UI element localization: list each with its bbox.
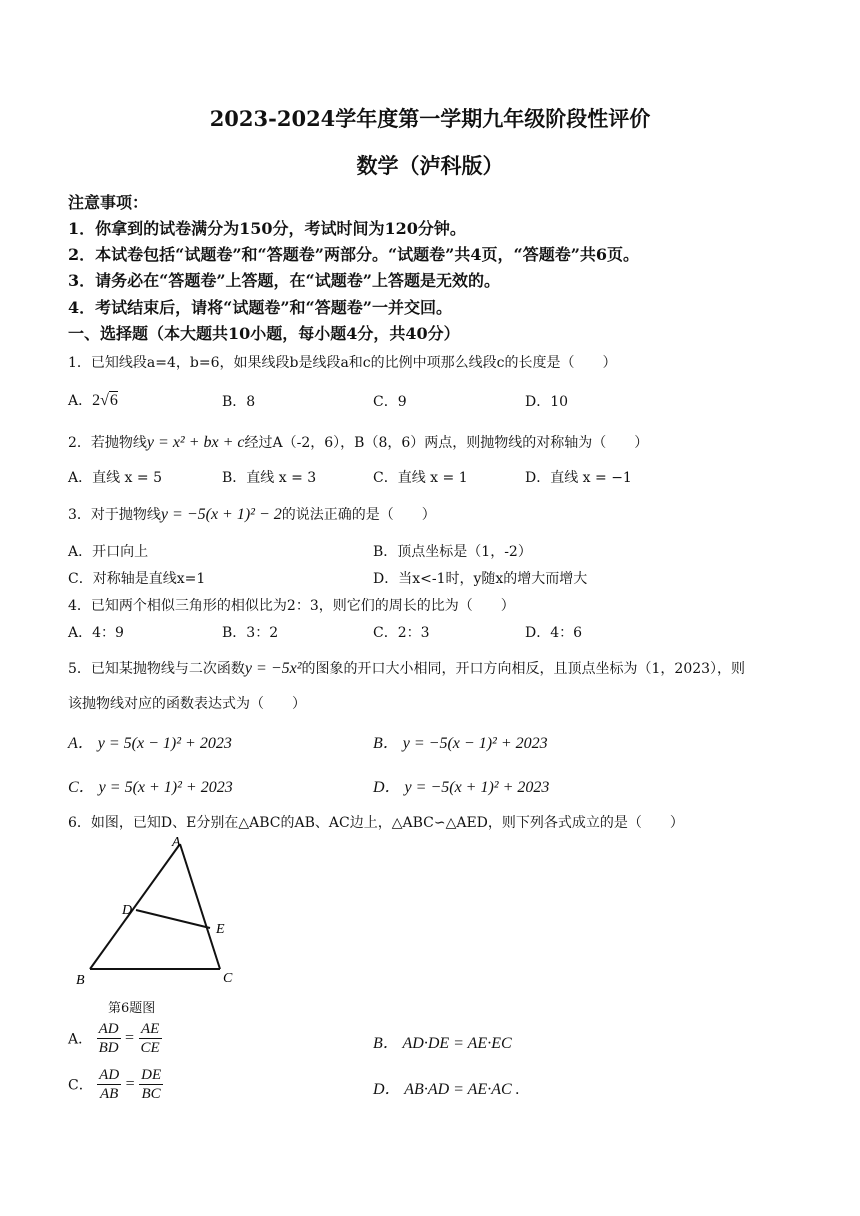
vertex-label-c: C — [223, 971, 233, 986]
question-6-option-d: D． AB·AD = AE·AC . — [373, 1081, 520, 1098]
question-5-option-d: D． y = −5(x + 1)² + 2023 — [373, 779, 550, 796]
question-4-option-a: A．4：9 — [68, 625, 124, 641]
question-6-stem: 6．如图，已知D、E分别在△ABC的AB、AC边上，△ABC∽△AED，则下列各式成立的是（ ） — [68, 815, 684, 831]
side-ac — [180, 844, 220, 969]
question-3-option-d: D．当x<-1时，y随x的增大而增大 — [373, 571, 588, 587]
question-2-option-b: B．直线 x = 3 — [222, 470, 317, 486]
question-1-option-d: D．10 — [525, 394, 569, 410]
vertex-label-b: B — [76, 973, 85, 988]
question-1-option-b: B．8 — [222, 394, 256, 410]
question-4-option-b: B．3：2 — [222, 625, 279, 641]
side-ab — [90, 844, 180, 969]
question-3-option-a: A．开口向上 — [68, 544, 149, 560]
question-5-stem: 5．已知某抛物线与二次函数y = −5x²的图象的开口大小相同，开口方向相反，且顶点坐标为（1，2023），则 — [68, 660, 746, 677]
question-1-option-c: C．9 — [373, 394, 407, 410]
figure-caption: 第6题图 — [108, 1001, 156, 1016]
question-4-stem: 4．已知两个相似三角形的相似比为2：3，则它们的周长的比为（ ） — [68, 598, 515, 614]
question-3-option-c: C．对称轴是直线x=1 — [68, 571, 206, 587]
question-1-stem: 1．已知线段a=4，b=6，如果线段b是线段a和c的比例中项那么线段c的长度是（ ） — [68, 355, 617, 371]
question-3-equation: y = −5(x + 1)² − 2 — [160, 506, 282, 523]
question-2-option-a: A．直线 x = 5 — [68, 470, 162, 486]
notice-item-4: 4．考试结束后，请将“试题卷”和“答题卷”一并交回。 — [68, 298, 452, 317]
page-title: 2023-2024学年度第一学期九年级阶段性评价 — [209, 106, 651, 131]
question-5-equation: y = −5x² — [244, 660, 302, 677]
section-heading: 一、选择题（本大题共10小题，每小题4分，共40分） — [68, 324, 460, 343]
notice-item-1: 1．你拿到的试卷满分为150分，考试时间为120分钟。 — [68, 219, 466, 238]
question-2-option-c: C．直线 x = 1 — [373, 470, 468, 486]
question-3-option-b: B．顶点坐标是（1，-2） — [373, 544, 532, 560]
question-2-option-d: D．直线 x = −1 — [525, 470, 632, 486]
question-6-option-b: B． AD·DE = AE·EC — [373, 1035, 512, 1052]
question-2-stem: 2．若抛物线y = x² + bx + c经过A（-2，6），B（8，6）两点，则抛物线的对称轴为（ ） — [68, 434, 649, 451]
question-2-equation: y = x² + bx + c — [146, 434, 245, 451]
segment-de — [136, 910, 210, 928]
question-5-option-a: A． y = 5(x − 1)² + 2023 — [68, 735, 232, 752]
question-5-stem-line2: 该抛物线对应的函数表达式为（ ） — [68, 696, 306, 712]
notice-item-2: 2．本试卷包括“试题卷”和“答题卷”两部分。“试题卷”共4页，“答题卷”共6页。 — [68, 245, 640, 264]
question-1-option-a: A．2√6 — [68, 392, 118, 409]
vertex-label-d: D — [122, 903, 133, 918]
vertex-label-a: A — [172, 835, 181, 850]
notice-heading: 注意事项： — [68, 193, 149, 212]
question-6-option-a: A． $\frac{AD}{BD}$ = $\frac{AE}{CE}$ — [68, 1021, 160, 1056]
question-4-option-d: D．4：6 — [525, 625, 583, 641]
question-3-stem: 3．对于抛物线y = −5(x + 1)² − 2的说法正确的是（ ） — [68, 506, 436, 523]
notice-item-3: 3．请务必在“答题卷”上答题，在“试题卷”上答题是无效的。 — [68, 271, 500, 290]
question-5-option-b: B． y = −5(x − 1)² + 2023 — [373, 735, 548, 752]
question-5-option-c: C． y = 5(x + 1)² + 2023 — [68, 779, 233, 796]
question-4-option-c: C．2：3 — [373, 625, 430, 641]
triangle-figure — [70, 832, 250, 992]
page-subtitle: 数学（泸科版） — [356, 153, 504, 178]
vertex-label-e: E — [216, 922, 225, 937]
question-6-option-c: C． $\frac{AD}{AB}$ = $\frac{DE}{BC}$ — [68, 1067, 162, 1102]
